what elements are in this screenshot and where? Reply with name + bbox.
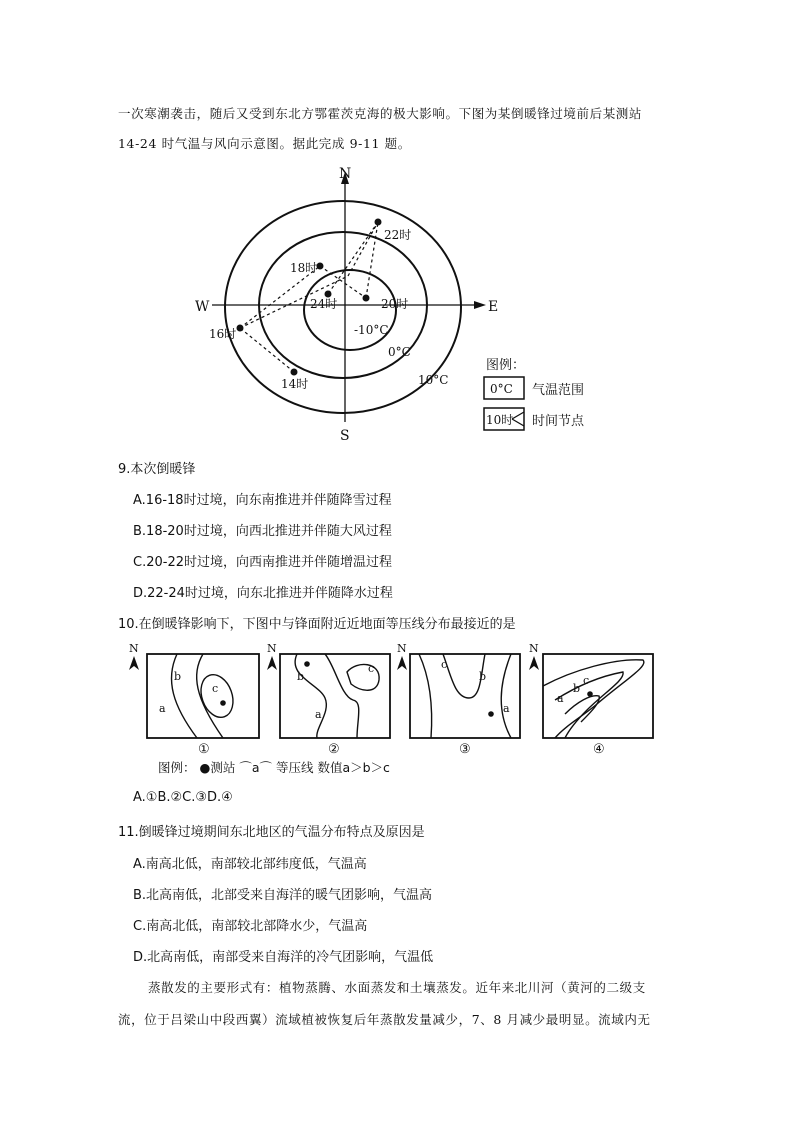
isotherm-0-label: 0°C bbox=[388, 345, 411, 359]
q9-option-d: D.22-24时过境，向东北推进并伴随降水过程 bbox=[133, 586, 393, 601]
svg-text:a: a bbox=[315, 708, 322, 721]
legend-title: 图例： bbox=[486, 358, 526, 373]
south-label: S bbox=[340, 428, 350, 444]
panel-2-label: ② bbox=[328, 742, 340, 757]
q9-option-a: A.16-18时过境，向东南推进并伴随降雪过程 bbox=[133, 493, 392, 508]
legend-time-box: 10时 bbox=[486, 413, 514, 427]
q9-stem: 9.本次倒暖锋 bbox=[118, 462, 196, 477]
panel-3-label: ③ bbox=[459, 742, 471, 757]
isotherm-minus10-label: -10°C bbox=[354, 323, 389, 337]
svg-text:a: a bbox=[503, 702, 510, 715]
q11-option-b: B.北高南低，北部受来自海洋的暖气团影响，气温高 bbox=[133, 888, 433, 903]
q9-option-c: C.20-22时过境，向西南推进并伴随增温过程 bbox=[133, 555, 392, 570]
time-24: 24时 bbox=[310, 297, 338, 311]
intro-line-1: 一次寒潮袭击，随后又受到东北方鄂霍茨克海的极大影响。下图为某倒暖锋过境前后某测站 bbox=[118, 106, 643, 121]
svg-text:b: b bbox=[479, 670, 487, 683]
time-22: 22时 bbox=[384, 228, 412, 242]
time-14: 14时 bbox=[281, 377, 309, 391]
north-label: N bbox=[339, 166, 352, 182]
point-16 bbox=[237, 325, 244, 332]
east-label: E bbox=[488, 299, 499, 315]
svg-text:N: N bbox=[267, 642, 277, 655]
panel-4 bbox=[529, 642, 653, 757]
svg-text:N: N bbox=[397, 642, 407, 655]
legend-time-label: 时间节点 bbox=[532, 414, 585, 429]
svg-text:N: N bbox=[529, 642, 539, 655]
q9-option-b: B.18-20时过境，向西北推进并伴随大风过程 bbox=[133, 524, 392, 539]
q10-answer-options: A.①B.②C.③D.④ bbox=[133, 790, 233, 805]
panel-1 bbox=[129, 642, 259, 757]
q10-stem: 10.在倒暖锋影响下，下图中与锋面附近近地面等压线分布最接近的是 bbox=[118, 617, 516, 632]
legend-temp-label: 气温范围 bbox=[532, 383, 585, 398]
q11-option-d: D.北高南低，南部受来自海洋的冷气团影响，气温低 bbox=[133, 950, 434, 965]
q11-option-a: A.南高北低，南部较北部纬度低，气温高 bbox=[133, 857, 367, 872]
point-20 bbox=[363, 295, 370, 302]
q11-stem: 11.倒暖锋过境期间东北地区的气温分布特点及原因是 bbox=[118, 825, 425, 840]
panel-2 bbox=[267, 642, 390, 757]
west-label: W bbox=[195, 299, 210, 315]
intro-line-2: 14-24 时气温与风向示意图。据此完成 9-11 题。 bbox=[118, 136, 411, 151]
legend-temp-box: 0°C bbox=[490, 382, 513, 396]
svg-text:b: b bbox=[174, 670, 182, 683]
svg-text:a: a bbox=[159, 702, 166, 715]
svg-text:c: c bbox=[368, 662, 375, 675]
temperature-wind-diagram bbox=[180, 160, 640, 445]
point-14 bbox=[291, 369, 298, 376]
point-22 bbox=[375, 219, 382, 226]
time-18: 18时 bbox=[290, 261, 318, 275]
svg-text:c: c bbox=[441, 658, 448, 671]
svg-text:a: a bbox=[557, 692, 564, 705]
q10-legend: 图例： ●测站 ⌒a⌒ 等压线 数值a＞b＞c bbox=[158, 760, 390, 775]
svg-text:N: N bbox=[129, 642, 139, 655]
passage-line-1: 蒸散发的主要形式有：植物蒸腾、水面蒸发和土壤蒸发。近年来北川河（黄河的二级支 bbox=[148, 980, 646, 995]
passage-line-2: 流，位于吕梁山中段西翼）流域植被恢复后年蒸散发量减少，7、8 月减少最明显。流域内无 bbox=[118, 1012, 651, 1027]
time-16: 16时 bbox=[209, 327, 237, 341]
isobar-panels-figure bbox=[125, 640, 665, 775]
svg-text:c: c bbox=[583, 674, 590, 687]
isotherm-10-label: 10°C bbox=[418, 373, 449, 387]
point-18 bbox=[317, 263, 324, 270]
panel-4-label: ④ bbox=[593, 742, 605, 757]
svg-text:b: b bbox=[297, 670, 305, 683]
q11-option-c: C.南高北低，南部较北部降水少，气温高 bbox=[133, 919, 368, 934]
panel-1-label: ① bbox=[198, 742, 210, 757]
svg-text:b: b bbox=[573, 682, 581, 695]
svg-text:c: c bbox=[212, 682, 219, 695]
panel-3 bbox=[397, 642, 520, 757]
time-20: 20时 bbox=[381, 297, 409, 311]
